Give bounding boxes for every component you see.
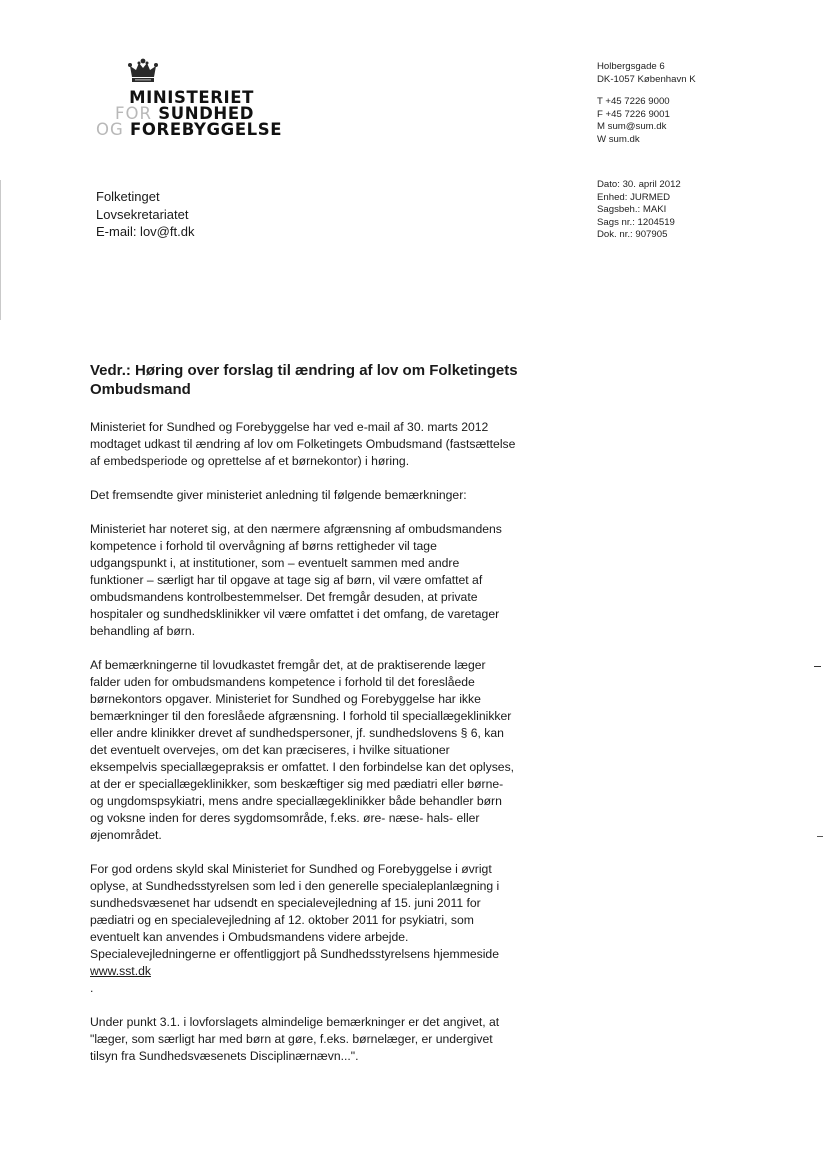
paragraph: Ministeriet for Sundhed og Forebyggelse har ved e-mail af 30. marts 2012 modtaget udkast til ændring af lov om Folketingets Ombudsmand (fastsættelse af embedsperiode og oprettelse af et børnekontor) i høring. xyxy=(90,420,516,468)
meta-unit: Enhed: JURMED xyxy=(597,191,671,203)
paragraph: For god ordens skyld skal Ministeriet for Sundhed og Forebyggelse i øvrigt oplyse, at Sundhedsstyrelsen som led i den generelle specialeplanlægning i sundhedsvæsenet har udsendt en specialevejledning af 15. juni 2011 for pædiatri og en specialevejledning af 12. oktober 2011 for psykiatri, som eventuelt kan anvendes i Ombudsmandens videre arbejde. Specialevejledningerne er offentliggjort på Sundhedsstyrelsens hjemmeside www.sst.dk . xyxy=(90,861,545,997)
paragraph: Ministeriet har noteret sig, at den nærmere afgrænsning af ombudsmandens kompetence i forhold til overvågning af børns rettigheder vil tage udgangspunkt i, at institutioner, som – eventuelt sammen med andre funktioner – særligt har til opgave at tage sig af børn, vil være omfattet af ombudsmandens kontrolbestemmelser. Det fremgår desuden, at private hospitaler og sundhedsklinikker vil være omfattet i det omfang, de varetager behandling af børn. xyxy=(90,522,502,638)
meta-date: Dato: 30. april 2012 xyxy=(597,179,681,190)
sender-city: DK-1057 København K xyxy=(597,73,696,85)
sender-mail: M sum@sum.dk xyxy=(597,121,667,132)
paragraph: Af bemærkningerne til lovudkastet fremgår det, at de praktiserende læger falder uden for ombudsmandens kompetence i forhold til det foreslåede børnekontors opgaver. Ministeriet for Sundhed og Forebyggelse har ikke bemærkninger til den foreslåede afgrænsning. I forhold til speciallægeklinikker eller andre klinikker drevet af sundhedspersoner, jf. sundhedslovens § 6, kan det eventuelt overvejes, om det kan præciseres, i hvilke situationer eksempelvis speciallægepraksis er omfattet. I den forbindelse kan det oplyses, at der er speciallægeklinikker, som beskæftiger sig med pædiatri eller børne- og ungdomspsykiatri, mens andre speciallægeklinikker både behandler børn og voksne inden for deres sygdomsområde, f.eks. øre- næse- hals- eller øjenområdet. xyxy=(90,658,515,842)
sender-web: W sum.dk xyxy=(597,133,640,145)
meta-case: Sags nr.: 1204519 xyxy=(597,216,675,228)
logo-wordmark xyxy=(96,88,283,139)
logo-line: OG FOREBYGGELSE xyxy=(96,120,283,139)
recipient-address xyxy=(96,188,194,241)
scan-mark xyxy=(817,836,823,837)
meta-handler: Sagsbeh.: MAKI xyxy=(597,204,667,215)
ministry-logo xyxy=(96,58,283,148)
sender-address xyxy=(597,61,696,146)
sender-fax: F +45 7226 9001 xyxy=(597,108,670,120)
recipient-department: Lovsekretariatet xyxy=(96,206,189,222)
paragraph: Det fremsendte giver ministeriet anledning til følgende bemærkninger: xyxy=(90,488,467,502)
scan-mark xyxy=(814,666,821,667)
sst-link[interactable]: www.sst.dk xyxy=(90,964,151,978)
scan-edge xyxy=(0,180,1,320)
subject-line: Vedr.: Høring over forslag til ændring af lov om Folketingets xyxy=(90,362,518,379)
crown-icon xyxy=(126,58,160,86)
sender-phone: T +45 7226 9000 xyxy=(597,96,670,107)
document-meta xyxy=(597,179,681,242)
letter-body xyxy=(90,419,545,1082)
subject-line: Ombudsmand xyxy=(90,380,191,398)
meta-doc: Dok. nr.: 907905 xyxy=(597,229,668,240)
recipient-name: Folketinget xyxy=(96,189,160,204)
sender-street: Holbergsgade 6 xyxy=(597,61,665,72)
paragraph: Under punkt 3.1. i lovforslagets almindelige bemærkninger er det angivet, at "læger, som særligt har med børn at gøre, f.eks. børnelæger, er undergivet tilsyn fra Sundhedsvæsenets Disciplinærnævn...". xyxy=(90,1015,500,1063)
recipient-email: E-mail: lov@ft.dk xyxy=(96,224,195,239)
logo-line: MINISTERIET xyxy=(129,88,254,107)
logo-line: FOR SUNDHED xyxy=(115,104,254,123)
letter-subject xyxy=(90,362,570,399)
